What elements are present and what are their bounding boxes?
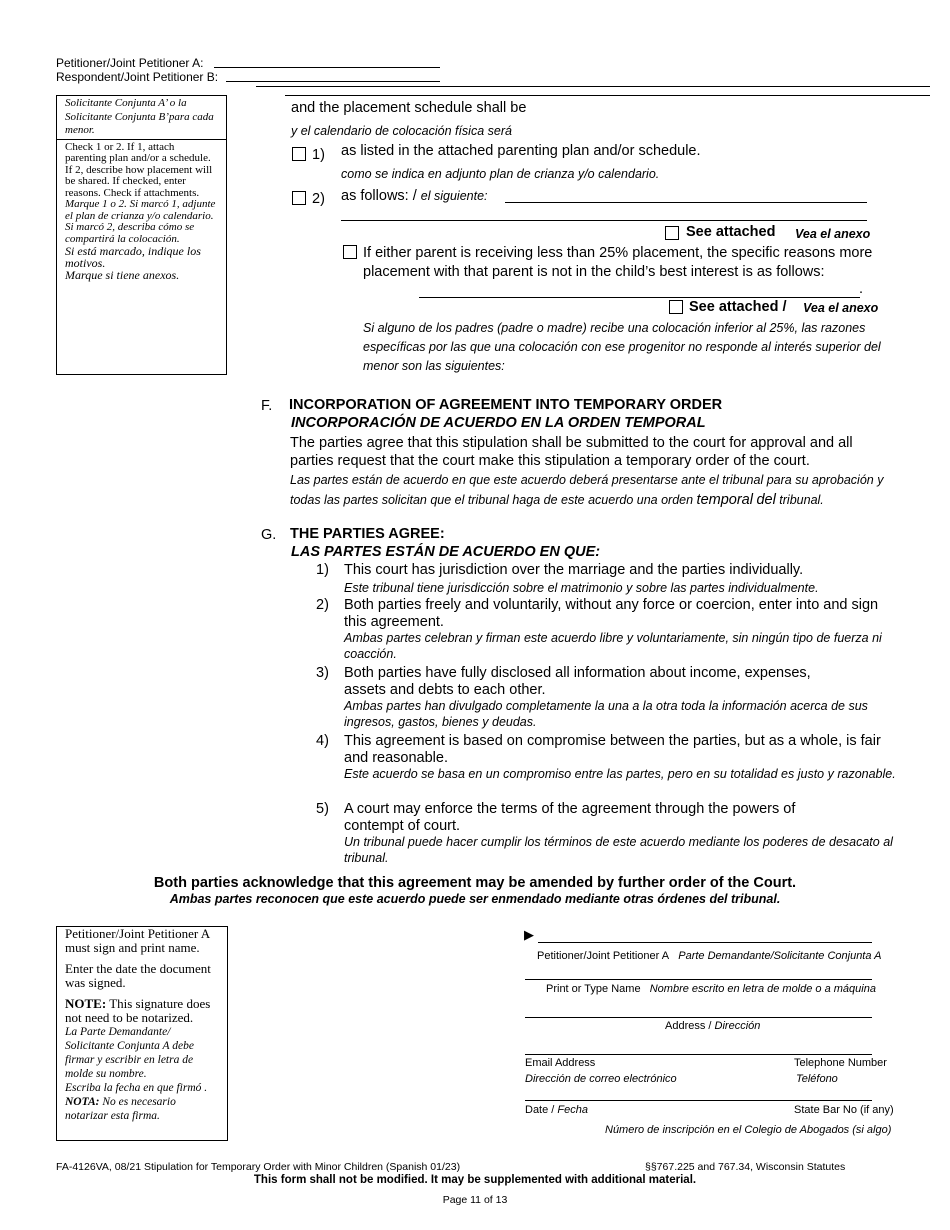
petitioner-label: Petitioner/Joint Petitioner A: — [56, 56, 204, 70]
item-2-number: 2) — [316, 597, 329, 613]
email-phone-line[interactable] — [525, 1054, 872, 1055]
print-name-label-es: Nombre escrito en letra de molde o a máquina — [649, 983, 876, 995]
signature-sidebox — [56, 926, 228, 1141]
sidebox-nota-text: No es necesario notarizar esta firma. — [65, 1096, 176, 1122]
item-3-text: Both parties have fully disclosed all information about income, expenses, assets and debts to each other. — [344, 665, 811, 698]
sidebox-note-label: NOTE: — [65, 996, 107, 1011]
item-1-text: This court has jurisdiction over the marriage and the parties individually. — [344, 562, 804, 578]
section-g-title: THE PARTIES AGREE: — [290, 526, 445, 542]
sidebox-nota-label: NOTA: — [65, 1096, 100, 1108]
item-5-text: A court may enforce the terms of the agreement through the powers of contempt of court. — [344, 801, 796, 834]
page-number: Page 11 of 13 — [442, 1194, 508, 1206]
state-bar-label: State Bar No (if any) — [794, 1104, 894, 1116]
print-name-label — [546, 983, 876, 996]
see-attached-label-es: Vea el anexo — [795, 227, 871, 241]
placement-intro-es: y el calendario de colocación física será — [291, 124, 512, 138]
item-1-text-es: Este tribunal tiene jurisdicción sobre el matrimonio y sobre las partes individualmente. — [344, 581, 819, 595]
option2-text — [341, 188, 488, 205]
statutes: §§767.225 and 767.34, Wisconsin Statutes — [645, 1161, 846, 1173]
signature-label-en: Petitioner/Joint Petitioner A — [537, 950, 670, 962]
section-f-title-es: INCORPORACIÓN DE ACUERDO EN LA ORDEN TEMPORAL — [291, 415, 706, 431]
date-label-en: Date / — [525, 1104, 555, 1116]
section-g-letter: G. — [261, 527, 277, 543]
address-label — [665, 1020, 760, 1033]
sidebox-note-text: This signature does not need to be notarized. — [65, 996, 211, 1025]
acknowledge-text-es: Ambas partes reconocen que este acuerdo puede ser enmendado mediante otras órdenes del tribunal. — [169, 892, 781, 906]
option2-field[interactable] — [505, 188, 867, 203]
section-f-body-es: Las partes están de acuerdo en que este acuerdo deberá presentarse ante el tribunal para su aprobación y todas las partes solicitan que el tribunal haga de este acuerdo una orden — [290, 473, 884, 507]
sign-arrow-icon: ▶ — [524, 927, 534, 942]
section-f-body-es-block — [290, 471, 900, 510]
item-4-text-es: Este acuerdo se basa en un compromiso entre las partes, pero en su totalidad es justo y razonable. — [344, 767, 896, 781]
section-f-body-es-tail1: temporal — [696, 491, 753, 508]
respondent-label: Respondent/Joint Petitioner B: — [56, 70, 219, 84]
option2-label: as follows: / — [341, 188, 417, 204]
see-attached2-label-es: Vea el anexo — [803, 301, 879, 315]
address-label-es: Dirección — [714, 1020, 761, 1032]
sidebox-sign-instr: Petitioner/Joint Petitioner A must sign and print name. — [65, 926, 210, 955]
item-5-text-es: Un tribunal puede hacer cumplir los términos de este acuerdo mediante los poderes de desacato al tribunal. — [344, 835, 893, 865]
sidebox-intro: Solicitante Conjunta A’ o la Solicitante Conjunta B’para cada menor. — [57, 96, 226, 140]
item-5-number: 5) — [316, 801, 329, 817]
sidebox-nota — [65, 1095, 219, 1123]
less25-text: If either parent is receiving less than 25% placement, the specific reasons more placement with that parent is not in the child’s best interest is as follows: — [363, 245, 873, 280]
section-f-body-es-tail3: tribunal. — [779, 492, 824, 507]
option2-field-line2[interactable] — [341, 206, 867, 221]
option1-number: 1) — [312, 147, 325, 163]
option2-label-es: el siguiente: — [420, 189, 488, 203]
print-name-label-en: Print or Type Name — [546, 983, 641, 995]
less25-text-es: Si alguno de los padres (padre o madre) recibe una colocación inferior al 25%, las razones específicas por las que una colocación con ese progenitor no responde al interés superior del menor son las siguientes: — [363, 321, 881, 373]
item-1-number: 1) — [316, 562, 329, 578]
acknowledge-text: Both parties acknowledge that this agreement may be amended by further order of the Court. — [153, 875, 797, 891]
less25-period: . — [859, 281, 864, 297]
see-attached2-checkbox[interactable] — [669, 300, 683, 314]
item-3-number: 3) — [316, 665, 329, 681]
date-label — [525, 1104, 588, 1117]
date-bar-line[interactable] — [525, 1100, 872, 1101]
email-label: Email Address — [525, 1057, 596, 1069]
phone-label-es: Teléfono — [796, 1073, 838, 1085]
section-f-title: INCORPORATION OF AGREEMENT INTO TEMPORARY ORDER — [289, 397, 723, 413]
option1-text: as listed in the attached parenting plan and/or schedule. — [341, 143, 701, 159]
option1-text-es: como se indica en adjunto plan de crianza y/o calendario. — [341, 167, 660, 181]
see-attached-label: See attached — [686, 224, 776, 240]
address-line[interactable] — [525, 1017, 872, 1018]
sidebox-reasons-es: Si está marcado, indique los motivos. — [65, 244, 201, 270]
less25-checkbox[interactable] — [343, 245, 357, 259]
instructions-sidebox — [56, 95, 227, 375]
footer-notice: This form shall not be modified. It may be supplemented with additional material. — [253, 1174, 697, 1186]
section-f-body: The parties agree that this stipulation shall be submitted to the court for approval and all parties request that the court make this stipulation a temporary order of the court. — [290, 435, 853, 469]
sidebox-instructions-es: Marque 1 o 2. Si marcó 1, adjunte el plan de crianza y/o calendario. Si marcó 2, describa cómo se compartirá la colocación. — [65, 198, 216, 245]
sidebox-note — [65, 997, 219, 1025]
section-g-title-es: LAS PARTES ESTÁN DE ACUERDO EN QUE: — [291, 544, 601, 560]
petitioner-field[interactable] — [214, 55, 440, 68]
respondent-field[interactable] — [226, 69, 440, 82]
option1-checkbox[interactable] — [292, 147, 306, 161]
see-attached-checkbox[interactable] — [665, 226, 679, 240]
item-4-number: 4) — [316, 733, 329, 749]
sidebox-es1: La Parte Demandante/ Solicitante Conjunta A debe firmar y escribir en letra de molde su nombre. — [65, 1026, 194, 1080]
email-label-es: Dirección de correo electrónico — [525, 1073, 677, 1085]
placement-intro: and the placement schedule shall be — [291, 100, 527, 116]
item-2-text: Both parties freely and voluntarily, without any force or coercion, enter into and sign this agreement. — [344, 597, 879, 630]
sidebox-es2: Escriba la fecha en que firmó . — [65, 1082, 208, 1094]
address-label-en: Address / — [665, 1020, 712, 1032]
signature-line[interactable] — [538, 942, 872, 943]
signature-label-es: Parte Demandante/Solicitante Conjunta A — [678, 950, 882, 962]
date-label-es: Fecha — [557, 1104, 588, 1116]
section-f-letter: F. — [261, 398, 273, 414]
phone-label: Telephone Number — [794, 1057, 887, 1069]
form-id: FA-4126VA, 08/21 Stipulation for Temporary Order with Minor Children (Spanish 01/23) — [56, 1161, 461, 1173]
option2-number: 2) — [312, 191, 325, 207]
see-attached2-label: See attached / — [689, 299, 787, 315]
sidebox-instructions: Check 1 or 2. If 1, attach parenting plan and/or a schedule. If 2, describe how placement will be shared. If checked, enter reasons. Check if attachments. — [65, 140, 213, 199]
item-3-text-es: Ambas partes han divulgado completamente la una a la otra toda la información acerca de sus ingresos, gastos, bienes y deudas. — [344, 699, 868, 729]
sidebox-date-instr: Enter the date the document was signed. — [65, 961, 211, 990]
item-4-text: This agreement is based on compromise between the parties, but as a whole, is fair and reasonable. — [344, 733, 881, 766]
section-f-body-es-tail2: del — [756, 491, 776, 508]
top-rule — [256, 86, 930, 87]
signature-label — [537, 950, 881, 963]
print-name-line[interactable] — [525, 979, 872, 980]
top-rule-inner — [285, 95, 930, 96]
option2-checkbox[interactable] — [292, 191, 306, 205]
sidebox-attachments-es: Marque si tiene anexos. — [65, 268, 180, 282]
less25-field[interactable] — [419, 282, 860, 298]
item-2-text-es: Ambas partes celebran y firman este acuerdo libre y voluntariamente, sin ningún tipo de fuerza ni coacción. — [344, 631, 882, 661]
state-bar-label-es: Número de inscripción en el Colegio de Abogados (si algo) — [605, 1124, 892, 1136]
